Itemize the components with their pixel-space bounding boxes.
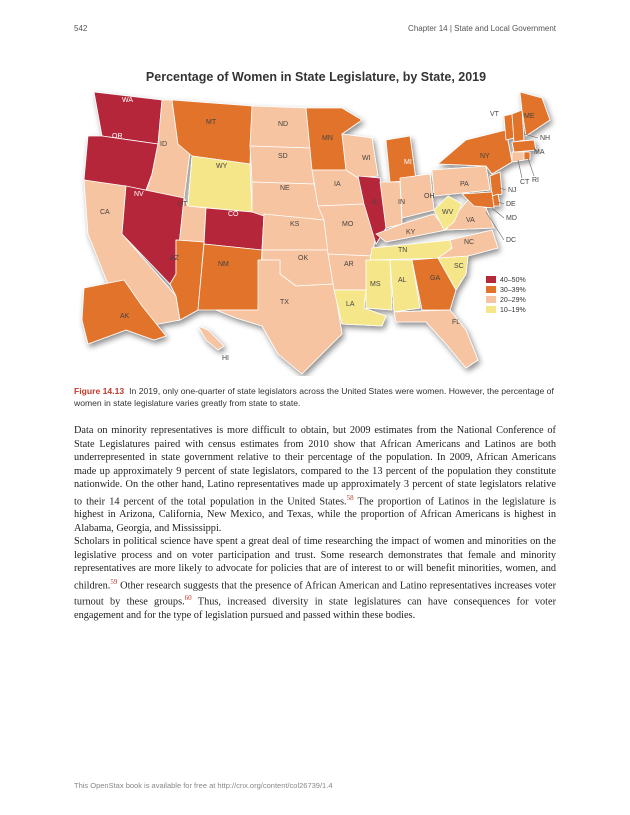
legend-swatch-30-39 bbox=[486, 286, 496, 293]
label-ny: NY bbox=[480, 153, 490, 160]
label-tx: TX bbox=[280, 299, 289, 306]
figure-label: Figure 14.13 bbox=[74, 386, 125, 396]
figure-caption-text: In 2019, only one-quarter of state legislators across the United States were women. However, the percentage of women in state legislature varies greatly from state to state. bbox=[74, 386, 554, 408]
label-ga: GA bbox=[430, 275, 441, 282]
label-id: ID bbox=[160, 141, 167, 148]
state-nh bbox=[512, 110, 524, 142]
legend-label-30-39: 30–39% bbox=[500, 287, 526, 294]
label-az: AZ bbox=[170, 255, 179, 262]
label-ok: OK bbox=[298, 255, 309, 262]
label-nj: NJ bbox=[508, 187, 517, 194]
label-oh: OH bbox=[424, 193, 435, 200]
label-mo: MO bbox=[342, 221, 354, 228]
label-dc: DC bbox=[506, 237, 517, 244]
us-map bbox=[66, 64, 566, 376]
paragraph-2-text-2: Other research suggests that the presence of African American and Latino representatives increases voter turnout by these groups. bbox=[74, 579, 556, 608]
label-ne: NE bbox=[280, 185, 290, 192]
footnote-ref-60[interactable]: 60 bbox=[184, 594, 192, 603]
label-nh: NH bbox=[540, 135, 551, 142]
page-footer: This OpenStax book is available for free at http://cnx.org/content/col26739/1.4 bbox=[74, 781, 333, 790]
label-la: LA bbox=[346, 301, 355, 308]
label-md: MD bbox=[506, 215, 517, 222]
map-legend bbox=[486, 276, 526, 314]
paragraph-2 bbox=[74, 535, 556, 623]
label-nc: NC bbox=[464, 239, 475, 246]
label-pa: PA bbox=[460, 181, 469, 188]
legend-swatch-10-19 bbox=[486, 306, 496, 313]
label-nm: NM bbox=[218, 261, 229, 268]
label-ak: AK bbox=[120, 313, 130, 320]
label-ky: KY bbox=[406, 229, 416, 236]
paragraph-1-text: Data on minority representatives is more difficult to obtain, but 2009 estimates from the National Conference of State Legislatures paired with census estimates from 2010 show that African Americans and Latinos are both underrepresented in state government relative to their percentage of the population. In 2009, African Americans made up approximately 9 percent of state legislators, compared to the 13 percent of the population they constitute nationwide. On the other hand, Latino representatives made up approximately 3 percent of state legislators relative to their 14 percent of the total population in the United States. bbox=[74, 425, 556, 507]
label-co: CO bbox=[228, 211, 239, 218]
label-mn: MN bbox=[322, 135, 333, 142]
label-ia: IA bbox=[334, 181, 341, 188]
legend-label-10-19: 10–19% bbox=[500, 307, 526, 314]
label-hi: HI bbox=[222, 355, 229, 362]
label-mi: MI bbox=[404, 159, 412, 166]
label-me: ME bbox=[524, 113, 535, 120]
label-wy: WY bbox=[216, 163, 228, 170]
label-sc: SC bbox=[454, 263, 464, 270]
label-ms: MS bbox=[370, 281, 381, 288]
label-ca: CA bbox=[100, 209, 110, 216]
state-ar bbox=[328, 254, 372, 290]
figure-map bbox=[66, 64, 566, 376]
label-ma: MA bbox=[534, 149, 545, 156]
footnote-ref-58[interactable]: 58 bbox=[346, 493, 354, 502]
label-de: DE bbox=[506, 201, 516, 208]
label-fl: FL bbox=[452, 319, 461, 326]
legend-swatch-20-29 bbox=[486, 296, 496, 303]
state-ri bbox=[524, 152, 530, 160]
legend-swatch-40-50 bbox=[486, 276, 496, 283]
label-ks: KS bbox=[290, 221, 300, 228]
label-ar: AR bbox=[344, 261, 354, 268]
map-title: Percentage of Women in State Legislature, by State, 2019 bbox=[145, 70, 487, 84]
figure-caption bbox=[74, 385, 554, 409]
legend-label-40-50: 40–50% bbox=[500, 277, 526, 284]
label-nv: NV bbox=[134, 191, 144, 198]
leader-ri bbox=[528, 158, 534, 176]
state-fl bbox=[394, 310, 478, 368]
label-vt: VT bbox=[490, 111, 499, 118]
state-ks bbox=[262, 214, 328, 250]
label-al: AL bbox=[398, 277, 407, 284]
label-va: VA bbox=[466, 217, 475, 224]
label-in: IN bbox=[398, 199, 405, 206]
page-header bbox=[74, 24, 556, 38]
footnote-ref-59[interactable]: 59 bbox=[110, 577, 118, 586]
paragraph-2-text: Scholars in political science have spent a great deal of time researching the impact of women and minorities on the legislative process and on voter participation and trust. Some research demonstrates that female and minority representatives are more likely to advocate for policies that are of interest to or will benefit minorities, women, and children. bbox=[74, 536, 556, 591]
label-wi: WI bbox=[362, 155, 371, 162]
label-ut: UT bbox=[178, 201, 188, 208]
state-sd bbox=[250, 146, 314, 184]
label-or: OR bbox=[112, 133, 123, 140]
paragraph-1 bbox=[74, 424, 556, 535]
legend-label-20-29: 20–29% bbox=[500, 297, 526, 304]
label-ri: RI bbox=[532, 177, 539, 184]
state-ma bbox=[512, 140, 536, 152]
label-sd: SD bbox=[278, 153, 288, 160]
page-number: 542 bbox=[74, 24, 88, 33]
label-mt: MT bbox=[206, 119, 217, 126]
leader-ct bbox=[518, 160, 522, 178]
leader-md bbox=[492, 208, 504, 218]
label-il: IL bbox=[372, 199, 378, 206]
state-hi bbox=[198, 326, 224, 350]
label-tn: TN bbox=[398, 247, 408, 254]
label-wa: WA bbox=[122, 97, 134, 104]
label-wv: WV bbox=[442, 209, 454, 216]
label-ct: CT bbox=[520, 179, 530, 186]
chapter-title: Chapter 14 | State and Local Government bbox=[408, 24, 556, 33]
paragraph-2-text-3: Thus, increased diversity in state legislatures can have consequences for voter engagement and for the type of legislation pursued and passed within these bodies. bbox=[74, 596, 556, 622]
label-nd: ND bbox=[278, 121, 289, 128]
state-nm bbox=[198, 244, 262, 310]
paragraph-1-text-2: The proportion of Latinos in the legislature is highest in Arizona, California, New Mexico, and Texas, while the proportion of African Americans is highest in Alabama, Georgia, and Mississippi. bbox=[74, 495, 556, 534]
state-wi bbox=[342, 134, 378, 178]
